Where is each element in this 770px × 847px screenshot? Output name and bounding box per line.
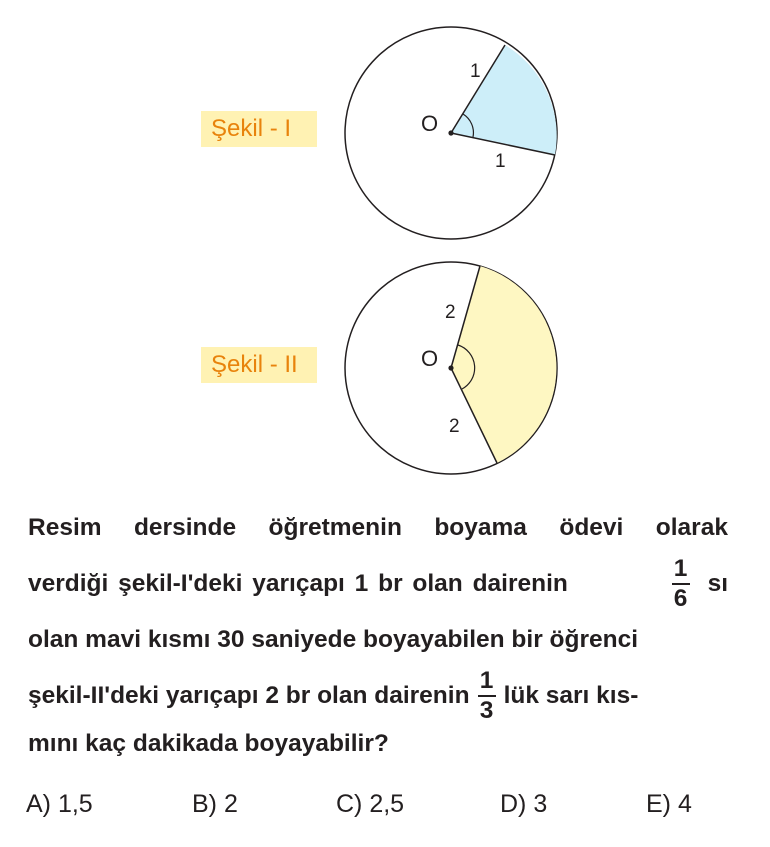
answer-options	[26, 786, 726, 822]
question-line-5	[28, 716, 728, 772]
question-text: lük sarı kıs-	[503, 682, 639, 709]
question-word: ödevi	[559, 514, 624, 541]
fraction-one-sixth	[672, 556, 690, 612]
center-point-1	[448, 130, 453, 135]
figure-1	[345, 27, 557, 239]
sector-2-fill	[451, 266, 556, 463]
question-text: verdiği şekil-I'deki yarıçapı 1 br olan dairenin	[28, 570, 568, 597]
radius-label-2-bottom: 2	[449, 416, 460, 437]
question-line-3	[28, 612, 728, 668]
radius-label-1-top: 1	[470, 61, 481, 82]
option-d[interactable]: D) 3	[500, 790, 548, 818]
radius-label-1-bottom: 1	[495, 151, 506, 172]
question-word: boyama	[434, 514, 527, 541]
option-b[interactable]: B) 2	[192, 790, 238, 818]
fraction-numerator: 1	[479, 667, 494, 694]
sector-1-fill	[451, 45, 557, 155]
radius-label-2-top: 2	[445, 302, 456, 323]
question-word: Resim	[28, 514, 102, 541]
fraction-numerator: 1	[673, 555, 688, 582]
question-word: olarak	[655, 514, 728, 541]
fraction-denominator: 3	[479, 697, 494, 724]
figure-2	[345, 262, 557, 474]
figure-1-label: Şekil - I	[201, 111, 317, 147]
center-label-2: O	[421, 346, 439, 371]
option-c[interactable]: C) 2,5	[336, 790, 405, 818]
option-a[interactable]: A) 1,5	[26, 790, 93, 818]
option-e[interactable]: E) 4	[646, 790, 692, 818]
fraction-denominator: 6	[673, 585, 688, 612]
question-word: öğretmenin	[268, 514, 402, 541]
question-text: mını kaç dakikada boyayabilir?	[28, 730, 389, 757]
center-point-2	[448, 365, 453, 370]
question-text: olan mavi kısmı 30 saniyede boyayabilen bir öğrenci	[28, 626, 639, 653]
question-text: şekil-II'deki yarıçapı 2 br olan dairenin	[28, 682, 470, 709]
question-line-1	[28, 500, 728, 556]
center-label-1: O	[421, 111, 439, 136]
question-text: sı	[707, 570, 728, 597]
figure-2-label: Şekil - II	[201, 347, 317, 383]
question-line-2	[28, 556, 728, 612]
question-word: dersinde	[133, 514, 237, 541]
